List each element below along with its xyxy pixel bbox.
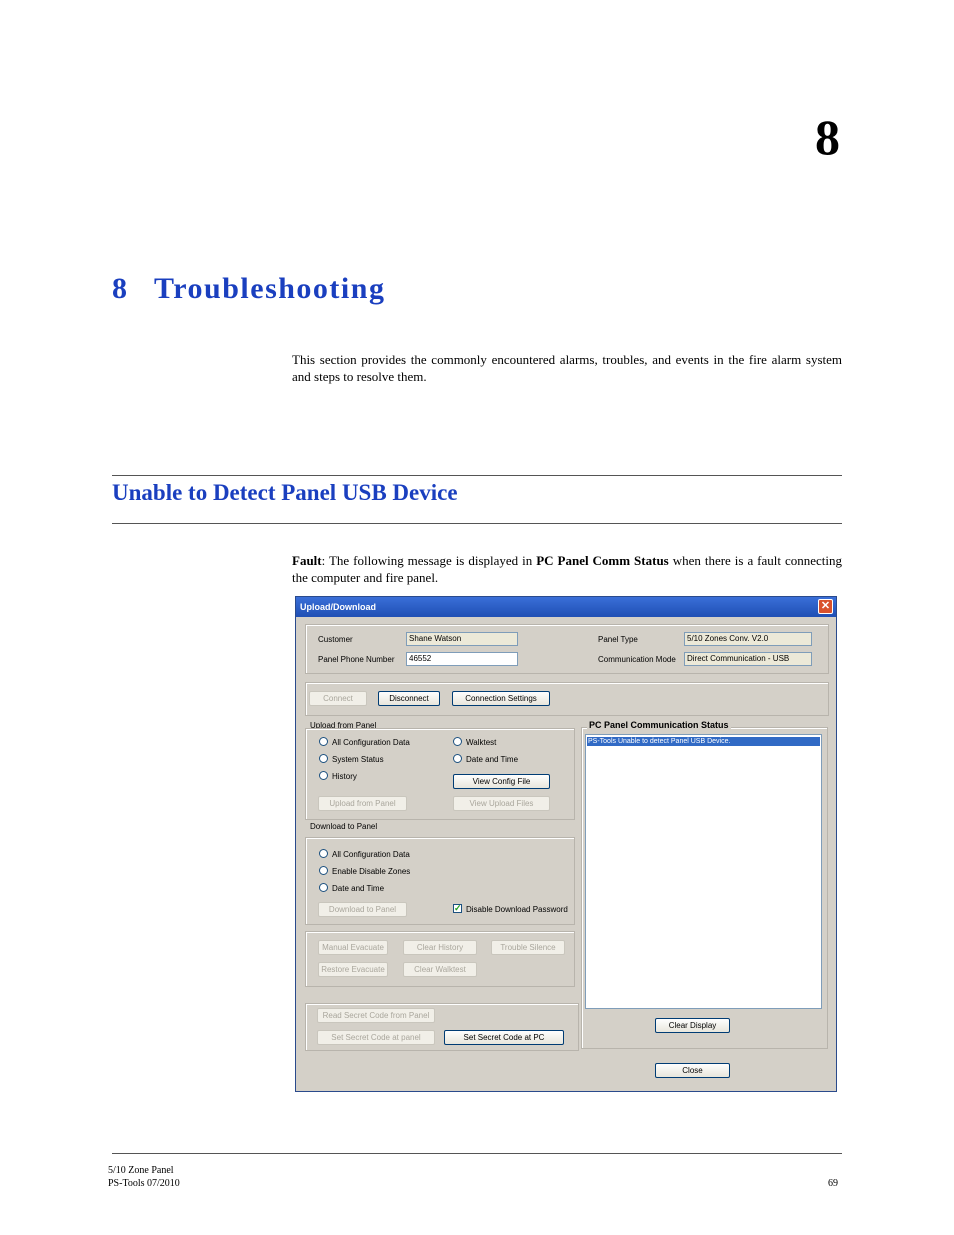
panel-type-label: Panel Type <box>598 635 638 644</box>
download-group-label: Download to Panel <box>310 822 378 831</box>
radio-up-all-config[interactable] <box>319 737 328 746</box>
section-rule-bottom <box>112 523 842 524</box>
phone-label: Panel Phone Number <box>318 655 395 664</box>
connection-settings-button[interactable]: Connection Settings <box>452 691 550 706</box>
radio-dn-enable-disable[interactable] <box>319 866 328 875</box>
close-icon[interactable]: ✕ <box>818 599 833 614</box>
customer-field[interactable]: Shane Watson <box>406 632 518 646</box>
manual-evacuate-button[interactable]: Manual Evacuate <box>318 940 388 955</box>
up-all-config-label: All Configuration Data <box>332 738 410 747</box>
connect-button[interactable]: Connect <box>309 691 367 706</box>
dn-all-config-label: All Configuration Data <box>332 850 410 859</box>
view-upload-files-button[interactable]: View Upload Files <box>453 796 550 811</box>
customer-label: Customer <box>318 635 353 644</box>
dialog-titlebar <box>296 597 836 617</box>
view-config-file-button[interactable]: View Config File <box>453 774 550 789</box>
fault-text-a: : The following message is displayed in <box>321 553 537 568</box>
radio-up-date-time[interactable] <box>453 754 462 763</box>
up-date-time-label: Date and Time <box>466 755 519 764</box>
radio-up-walktest[interactable] <box>453 737 462 746</box>
restore-evacuate-button[interactable]: Restore Evacuate <box>318 962 388 977</box>
comm-mode-label: Communication Mode <box>598 655 676 664</box>
clear-walktest-button[interactable]: Clear Walktest <box>403 962 477 977</box>
fault-paragraph <box>292 552 842 586</box>
up-history-label: History <box>332 772 357 781</box>
read-secret-code-button[interactable]: Read Secret Code from Panel <box>317 1008 435 1023</box>
chapter-number: 8 <box>815 109 840 165</box>
chapter-title <box>112 272 385 306</box>
radio-up-history[interactable] <box>319 771 328 780</box>
footer-product: 5/10 Zone Panel <box>108 1165 174 1176</box>
status-group-title: PC Panel Communication Status <box>589 720 729 730</box>
disconnect-button[interactable]: Disconnect <box>378 691 440 706</box>
radio-dn-date-time[interactable] <box>319 883 328 892</box>
footer-left <box>108 1164 180 1190</box>
footer-doc-version: PS-Tools 07/2010 <box>108 1178 180 1189</box>
trouble-silence-button[interactable]: Trouble Silence <box>491 940 565 955</box>
up-walktest-label: Walktest <box>466 738 497 747</box>
upload-download-dialog <box>295 596 837 1092</box>
panel-type-field[interactable]: 5/10 Zones Conv. V2.0 <box>684 632 812 646</box>
chapter-title-number: 8 <box>112 272 129 305</box>
status-message-item[interactable]: PS-Tools Unable to detect Panel USB Device. <box>587 737 820 746</box>
page-number: 69 <box>828 1178 838 1189</box>
clear-display-button[interactable]: Clear Display <box>655 1018 730 1033</box>
status-list[interactable] <box>585 734 822 1009</box>
section-rule-top <box>112 475 842 476</box>
up-system-status-label: System Status <box>332 755 384 764</box>
download-to-panel-button[interactable]: Download to Panel <box>318 902 407 917</box>
radio-dn-all-config[interactable] <box>319 849 328 858</box>
section-title: Unable to Detect Panel USB Device <box>112 480 458 505</box>
dialog-title: Upload/Download <box>300 602 376 612</box>
disable-dl-password-checkbox[interactable]: ✓ <box>454 903 462 913</box>
clear-history-button[interactable]: Clear History <box>403 940 477 955</box>
footer-rule <box>112 1153 842 1154</box>
dn-date-time-label: Date and Time <box>332 884 385 893</box>
radio-up-system-status[interactable] <box>319 754 328 763</box>
chapter-title-text: Troubleshooting <box>154 272 386 305</box>
fault-label: Fault <box>292 553 322 568</box>
disable-dl-password-label: Disable Download Password <box>466 905 568 914</box>
close-button[interactable]: Close <box>655 1063 730 1078</box>
upload-group-label: Upload from Panel <box>310 721 377 730</box>
set-secret-code-pc-button[interactable]: Set Secret Code at PC <box>444 1030 564 1045</box>
phone-field[interactable]: 46552 <box>406 652 518 666</box>
set-secret-code-panel-button[interactable]: Set Secret Code at panel <box>317 1030 435 1045</box>
intro-paragraph: This section provides the commonly encountered alarms, troubles, and events in the fire alarm system and steps to resolve them. <box>292 352 842 384</box>
fault-bold-term: PC Panel Comm Status <box>536 553 669 568</box>
upload-from-panel-button[interactable]: Upload from Panel <box>318 796 407 811</box>
fault-text-b: when there is a fault connecting the computer and fire panel. <box>292 553 843 585</box>
comm-mode-field[interactable]: Direct Communication - USB <box>684 652 812 666</box>
dn-enable-disable-label: Enable Disable Zones <box>332 867 411 876</box>
